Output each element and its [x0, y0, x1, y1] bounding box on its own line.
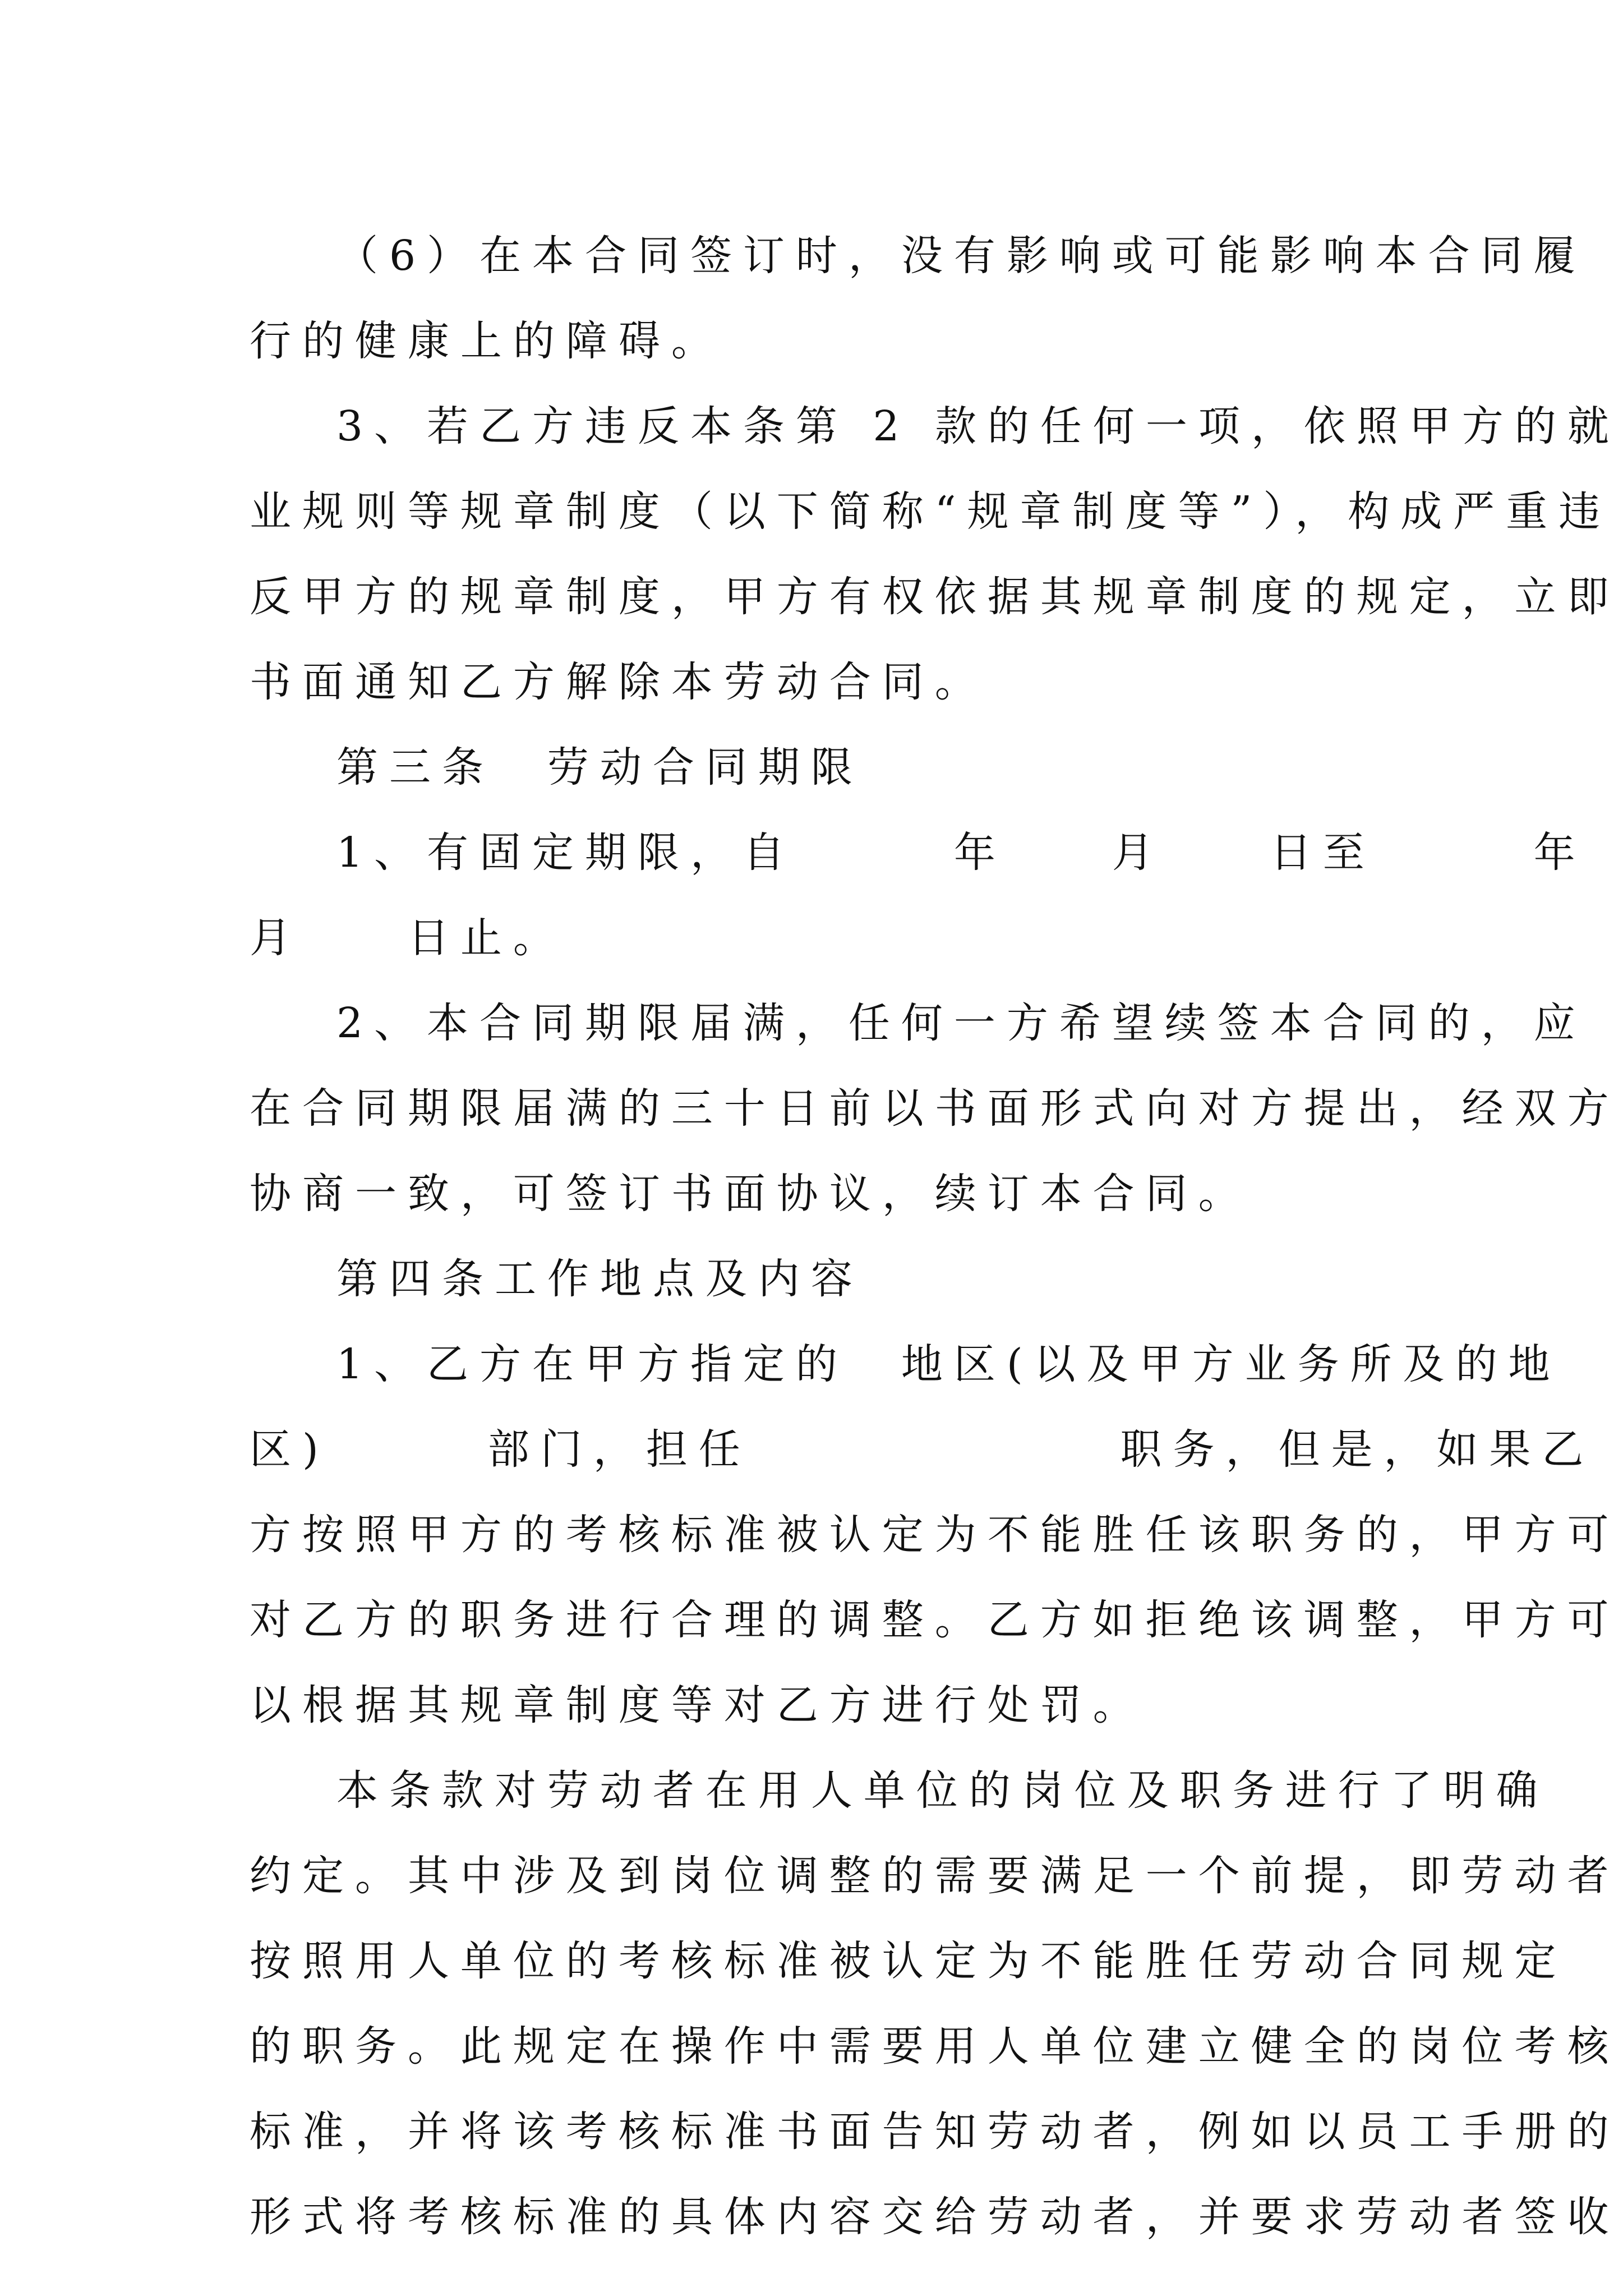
paragraph-line: 区) 部门，担任 职务，但是，如果乙 — [250, 1425, 1595, 1474]
paragraph-line: 对乙方的职务进行合理的调整。乙方如拒绝该调整，甲方可 — [250, 1596, 1620, 1644]
paragraph-line: 协商一致，可签订书面协议，续订本合同。 — [250, 1170, 1251, 1218]
paragraph-line: 标准，并将该考核标准书面告知劳动者，例如以员工手册的 — [250, 2108, 1620, 2156]
section-heading: 第四条工作地点及内容 — [336, 1255, 864, 1303]
paragraph-line: 反甲方的规章制度，甲方有权依据其规章制度的规定，立即 — [250, 573, 1620, 621]
paragraph-line: 形式将考核标准的具体内容交给劳动者，并要求劳动者签收 — [250, 2193, 1620, 2241]
paragraph-line: 2、本合同期限届满，任何一方希望续签本合同的，应 — [336, 999, 1587, 1047]
paragraph-line: 业规则等规章制度（以下简称“规章制度等”），构成严重违 — [250, 487, 1612, 536]
paragraph-line: 3、若乙方违反本条第 2 款的任何一项，依照甲方的就 — [336, 402, 1620, 450]
document-body — [250, 213, 1620, 2260]
paragraph-line: 书面通知乙方解除本劳动合同。 — [250, 658, 988, 706]
paragraph-line: 方按照甲方的考核标准被认定为不能胜任该职务的，甲方可 — [250, 1511, 1620, 1559]
paragraph-line: 月 日止。 — [250, 914, 566, 962]
paragraph-line: 在合同期限届满的三十日前以书面形式向对方提出，经双方 — [250, 1084, 1620, 1133]
paragraph-line: 1、乙方在甲方指定的 地区(以及甲方业务所及的地 — [336, 1340, 1561, 1388]
paragraph-line: 以根据其规章制度等对乙方进行处罚。 — [250, 1681, 1146, 1729]
paragraph-line: 按照用人单位的考核标准被认定为不能胜任劳动合同规定 — [250, 1937, 1567, 1985]
paragraph-line: 约定。其中涉及到岗位调整的需要满足一个前提，即劳动者 — [250, 1852, 1620, 1900]
paragraph-line: （6）在本合同签订时，没有影响或可能影响本合同履 — [336, 232, 1587, 280]
paragraph-line: 的职务。此规定在操作中需要用人单位建立健全的岗位考核 — [250, 2022, 1620, 2070]
paragraph-line: 1、有固定期限，自 年 月 日至 年 — [336, 829, 1587, 877]
paragraph-line: 本条款对劳动者在用人单位的岗位及职务进行了明确 — [336, 1766, 1549, 1815]
section-heading: 第三条 劳动合同期限 — [336, 743, 864, 792]
paragraph-line: 行的健康上的障碍。 — [250, 317, 724, 365]
